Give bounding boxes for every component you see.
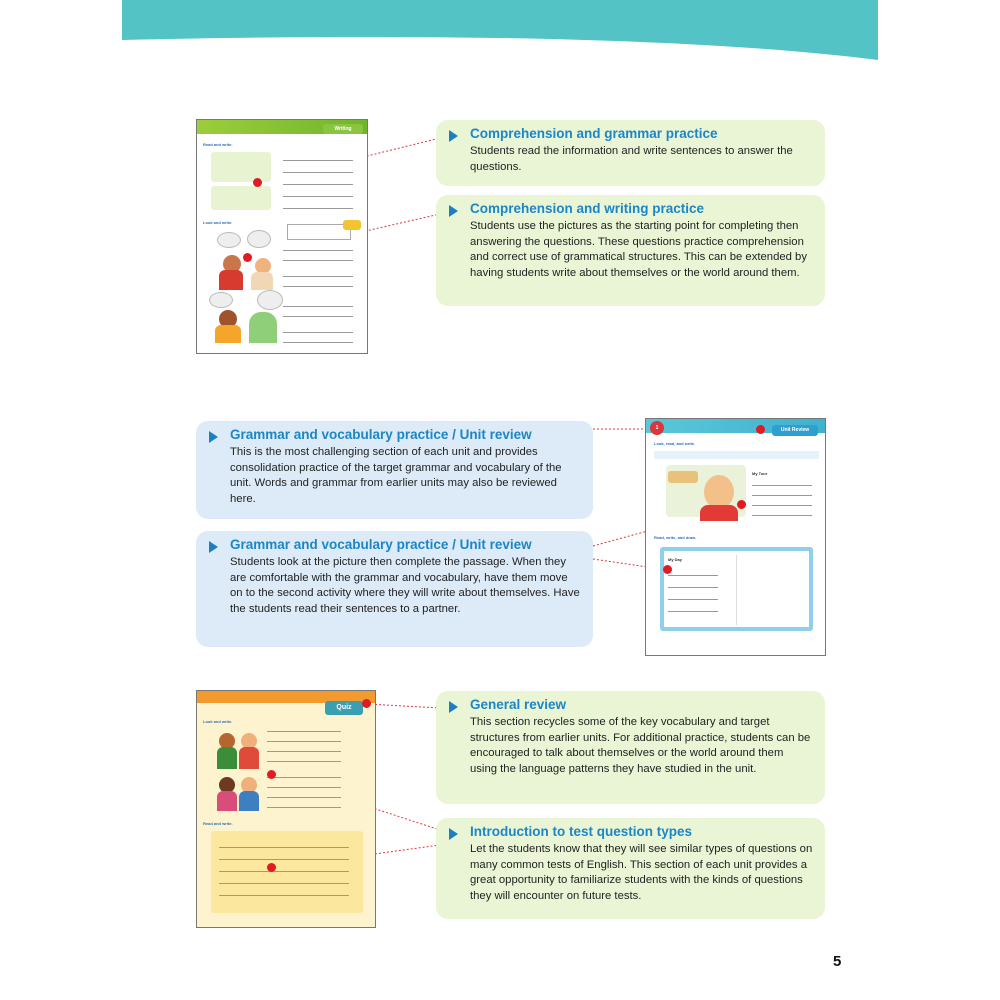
play-arrow-icon [449,701,458,713]
marker-dot [737,500,746,509]
thumbnail-section-title: Look and write. [203,719,233,724]
callout-body: Let the students know that they will see similar types of questions on many common tests of English. This section of each unit provides a great opportunity to familiarize students with the kinds of questions they will encounter on future tests. [470,843,813,902]
thumbnail-section-title: Look and write. [203,220,233,225]
page-number: 5 [833,953,842,970]
marker-dot [267,863,276,872]
play-arrow-icon [449,130,458,142]
callout-comprehension-grammar [436,120,825,186]
callout-title: Comprehension and writing practice [470,201,705,216]
marker-dot [362,699,371,708]
callout-general-review [436,691,825,804]
play-arrow-icon [209,541,218,553]
marker-dot [253,178,262,187]
thumbnail-header-label: Quiz [325,701,363,715]
marker-dot [756,425,765,434]
callout-title: Grammar and vocabulary practice / Unit review [230,537,532,552]
marker-dot [267,770,276,779]
callout-title: Grammar and vocabulary practice / Unit review [230,427,532,442]
marker-dot [663,565,672,574]
callout-body: Students read the information and write sentences to answer the questions. [470,145,793,173]
thumbnail-section-title: Read and write. [203,142,233,147]
callout-title: Comprehension and grammar practice [470,126,718,141]
thumbnail-section-title: Read and write. [203,821,233,826]
thumbnail-header-label: Unit Review [772,425,818,436]
thumbnail-unit-number: 1 [650,421,664,435]
thumbnail-quiz-page [196,690,376,928]
marker-dot [243,253,252,262]
thumbnail-story-title: My Tour [752,471,768,476]
callout-unit-review-1 [196,421,593,519]
callout-body: This section recycles some of the key vocabulary and target structures from earlier units. For additional practice, students can be encouraged to talk about themselves or the world around them using the language patterns they have studied in the unit. [470,716,811,775]
callout-body: This is the most challenging section of each unit and provides consolidation practice of the target grammar and vocabulary of the unit. Words and grammar from earlier units may also be reviewed here. [230,446,562,505]
play-arrow-icon [209,431,218,443]
thumbnail-writing-page [196,119,368,354]
callout-comprehension-writing [436,195,825,306]
thumbnail-box-title: My Day [668,557,683,562]
thumbnail-section-title: Look, read, and write. [654,441,696,446]
callout-body: Students use the pictures as the starting point for completing then answering the questions. These questions practice comprehension and correct use of grammatical structures. This can be extended by having students write about themselves or the world around them. [470,220,807,279]
callout-test-question-types [436,818,825,919]
thumbnail-header-label: Writing [323,124,363,134]
callout-title: Introduction to test question types [470,824,692,839]
thumbnail-unit-review-page [645,418,826,656]
callout-body: Students look at the picture then complete the passage. When they are comfortable with the grammar and vocabulary, have them move on to the second activity where they will write about themselves. Have the students read their sentences to a partner. [230,556,580,615]
play-arrow-icon [449,828,458,840]
callout-unit-review-2 [196,531,593,647]
thumbnail-section-title: Read, write, and draw. [654,535,697,540]
play-arrow-icon [449,205,458,217]
callout-title: General review [470,697,567,712]
